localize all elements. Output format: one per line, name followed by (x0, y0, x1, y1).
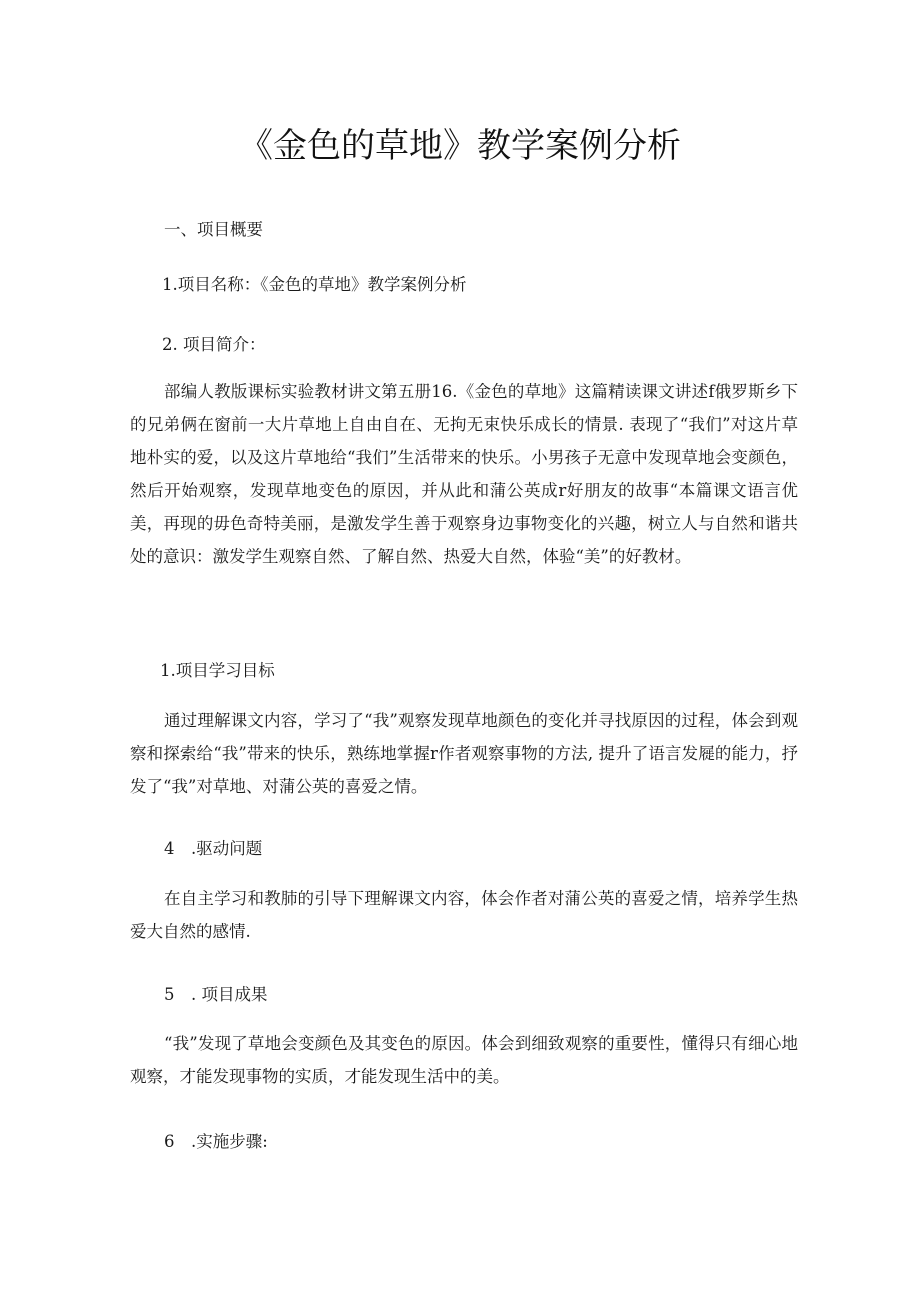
item-driving-question-heading: 4 .驱动问题 (164, 839, 263, 858)
driving-question-paragraph: 在自主学习和教肺的引导下理解课文内容，体会作者对蒲公英的喜爱之情，培养学生热爱大自然的感情. (130, 889, 798, 941)
item-learning-goals-heading: 1.项目学习目标 (160, 661, 275, 680)
item-project-intro-heading: 2. 项目简介： (162, 335, 266, 354)
document-title: 《金色的草地》教学案例分析 (239, 126, 681, 166)
item-implementation-steps-heading: 6 .实施步骤: (164, 1132, 268, 1151)
section-overview-heading: 一、项目概要 (164, 220, 263, 239)
item-project-results-heading: 5 . 项目成果 (164, 985, 268, 1004)
goals-paragraph: 通过理解课文内容，学习了“我”观察发现草地颜色的变化并寻找原因的过程，体会到观察和探索给“我”带来的快乐，熟练地掌握r作者观察事物的方法, 提升了语言发屣的能力，抒发了“我”对草地、对蒲公英的喜爱之情。 (130, 711, 798, 796)
item-project-name: 1.项目名称：《金色的草地》教学案例分析 (162, 275, 467, 294)
intro-paragraph: 部编人教版课标实验教材讲文第五册16.《金色的草地》这篇精读课文讲述f俄罗斯乡下的兄弟俩在窗前一大片草地上自由自在、无拘无束快乐成长的情景. 表现了“我们”对这片草地朴实的爱，以及这片草地给“我们”生活带来的快乐。小男孩子无意中发现草地会变颜色，然后开始观察，发现草地变色的原因，并从此和蒲公英成r好朋友的故事“本篇课文语言优美，再现的毋色奇特美丽，是激发学生善于观察身边事物变化的兴趣，树立人与自然和谐共处的意识：激发学生观察自然、了解自然、热爱大自然，体验“美”的好教材。 (130, 382, 798, 566)
results-paragraph: “我”发现了草地会变颜色及其变色的原因。体会到细致观察的重要性，懂得只有细心地观察，才能发现事物的实质，才能发现生活中的美。 (130, 1034, 798, 1086)
